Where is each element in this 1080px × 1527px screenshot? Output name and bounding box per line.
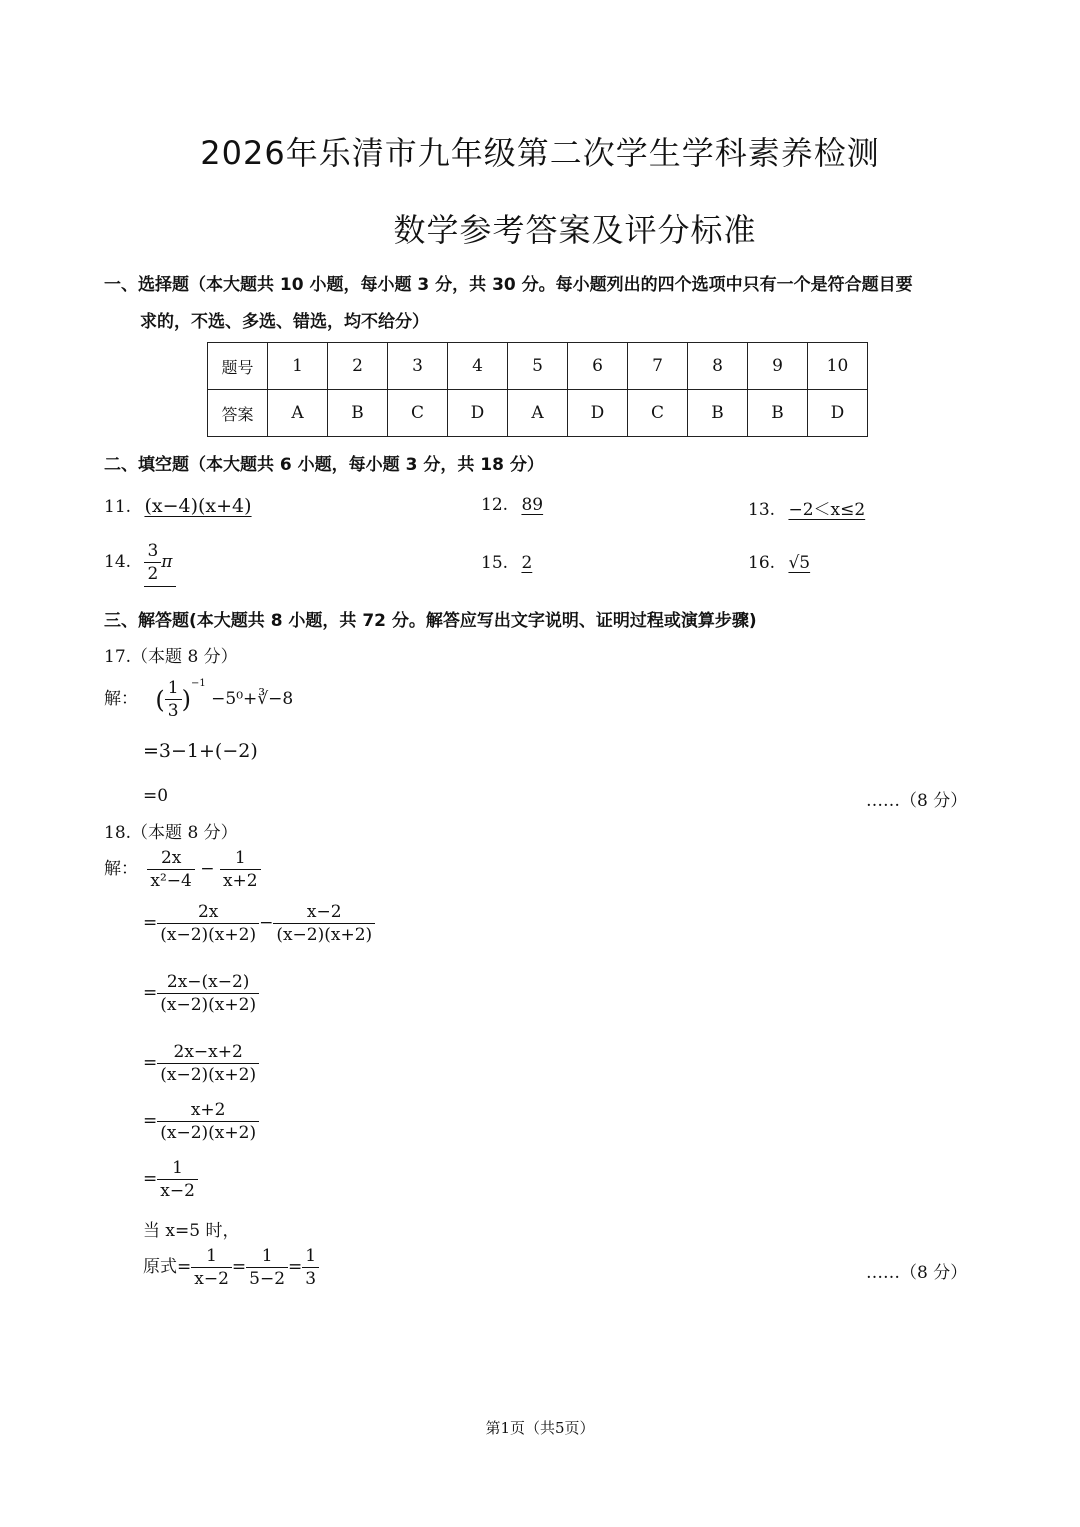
q13-number: 13.	[748, 500, 776, 520]
q18-final: 原式= $\frac{1}{x-2}$ = $\frac{1}{5-2}$ = $\frac{1}{3}$	[143, 1246, 319, 1289]
q15	[481, 553, 532, 573]
answer-cell: A	[508, 390, 568, 437]
answer-cell: C	[628, 390, 688, 437]
q18-solve-label: 解：	[104, 859, 138, 879]
section1-heading-line2: 求的，不选、多选、错选，均不给分）	[140, 312, 429, 332]
answer-table-number-row	[208, 343, 868, 390]
q14-answer: $\frac{3}{2}$ π	[144, 541, 176, 587]
question-number-cell: 9	[748, 343, 808, 390]
q14	[104, 541, 176, 587]
section2-heading: 二、填空题（本大题共 6 小题，每小题 3 分，共 18 分）	[104, 455, 544, 475]
page-number: 第1页（共5页）	[485, 1419, 595, 1437]
answer-cell: D	[568, 390, 628, 437]
q13	[748, 495, 865, 520]
row-label-number: 题号	[208, 343, 268, 390]
q18-line6: = $\frac{1}{x-2}$	[143, 1158, 198, 1201]
q18-title: 18.（本题 8 分）	[104, 823, 238, 843]
q14-fraction: $\frac{3}{2}$	[144, 541, 161, 584]
answer-table-answer-row	[208, 390, 868, 437]
q16-answer: √5	[788, 553, 811, 573]
question-number-cell: 4	[448, 343, 508, 390]
question-number-cell: 10	[808, 343, 868, 390]
q16	[748, 553, 810, 573]
q18-final-label: 原式	[143, 1257, 177, 1277]
question-number-cell: 5	[508, 343, 568, 390]
q14-number: 14.	[104, 552, 132, 572]
q17-solve-label: 解：	[104, 689, 138, 709]
question-number-cell: 6	[568, 343, 628, 390]
q17-line3: =0	[143, 786, 169, 806]
q17-line1: 解： ( $\frac{1}{3}$ )$^{-1}$ −5⁰+∛−8	[104, 678, 294, 721]
q17-exponent: −1	[190, 678, 206, 689]
q18-line2: = $\frac{2x}{(x-2)(x+2)}$ − $\frac{x-2}{(x-2)(x+2)}$	[143, 902, 375, 945]
section3-heading: 三、解答题(本大题共 8 小题，共 72 分。解答应写出文字说明、证明过程或演算步骤)	[104, 611, 757, 631]
answer-cell: D	[448, 390, 508, 437]
q18-line1: 解： $\frac{2x}{\text{x²−4}}$ − $\frac{1}{x+2}$	[104, 848, 261, 891]
document-subtitle: 数学参考答案及评分标准	[393, 211, 757, 249]
answer-table	[207, 342, 868, 437]
answer-cell: D	[808, 390, 868, 437]
section1-heading-line1: 一、选择题（本大题共 10 小题，每小题 3 分，共 30 分。每小题列出的四个选项中只有一个是符合题目要	[104, 275, 913, 295]
row-label-answer: 答案	[208, 390, 268, 437]
answer-cell: B	[688, 390, 748, 437]
q15-number: 15.	[481, 553, 509, 573]
q13-answer: −2＜x≤2	[788, 500, 866, 520]
q17-score: ……（8 分）	[866, 791, 968, 811]
question-number-cell: 1	[268, 343, 328, 390]
q18-line3: = $\frac{2x-(x-2)}{(x-2)(x+2)}$	[143, 972, 259, 1015]
answer-cell: B	[748, 390, 808, 437]
q12-answer: 89	[521, 495, 544, 515]
q12	[481, 495, 543, 515]
answer-cell: A	[268, 390, 328, 437]
question-number-cell: 3	[388, 343, 448, 390]
q17-line1-rest: −5⁰+∛−8	[211, 689, 294, 709]
q11	[104, 495, 252, 517]
q18-line4: = $\frac{2x-x+2}{(x-2)(x+2)}$	[143, 1042, 259, 1085]
q11-answer: (x−4)(x+4)	[144, 495, 252, 517]
q12-number: 12.	[481, 495, 509, 515]
q18-when: 当 x=5 时，	[143, 1221, 240, 1241]
q18-line5: = $\frac{x+2}{(x-2)(x+2)}$	[143, 1100, 259, 1143]
question-number-cell: 7	[628, 343, 688, 390]
question-number-cell: 2	[328, 343, 388, 390]
q11-number: 11.	[104, 497, 132, 517]
q17-fraction: $\frac{1}{3}$	[165, 678, 182, 721]
answer-cell: B	[328, 390, 388, 437]
answer-cell: C	[388, 390, 448, 437]
q18-score: ……（8 分）	[866, 1263, 968, 1283]
q17-title: 17.（本题 8 分）	[104, 647, 238, 667]
document-title: 2026年乐清市九年级第二次学生学科素养检测	[200, 134, 880, 172]
q17-line2: =3−1+(−2)	[143, 740, 258, 762]
q16-number: 16.	[748, 553, 776, 573]
q15-answer: 2	[521, 553, 533, 573]
question-number-cell: 8	[688, 343, 748, 390]
